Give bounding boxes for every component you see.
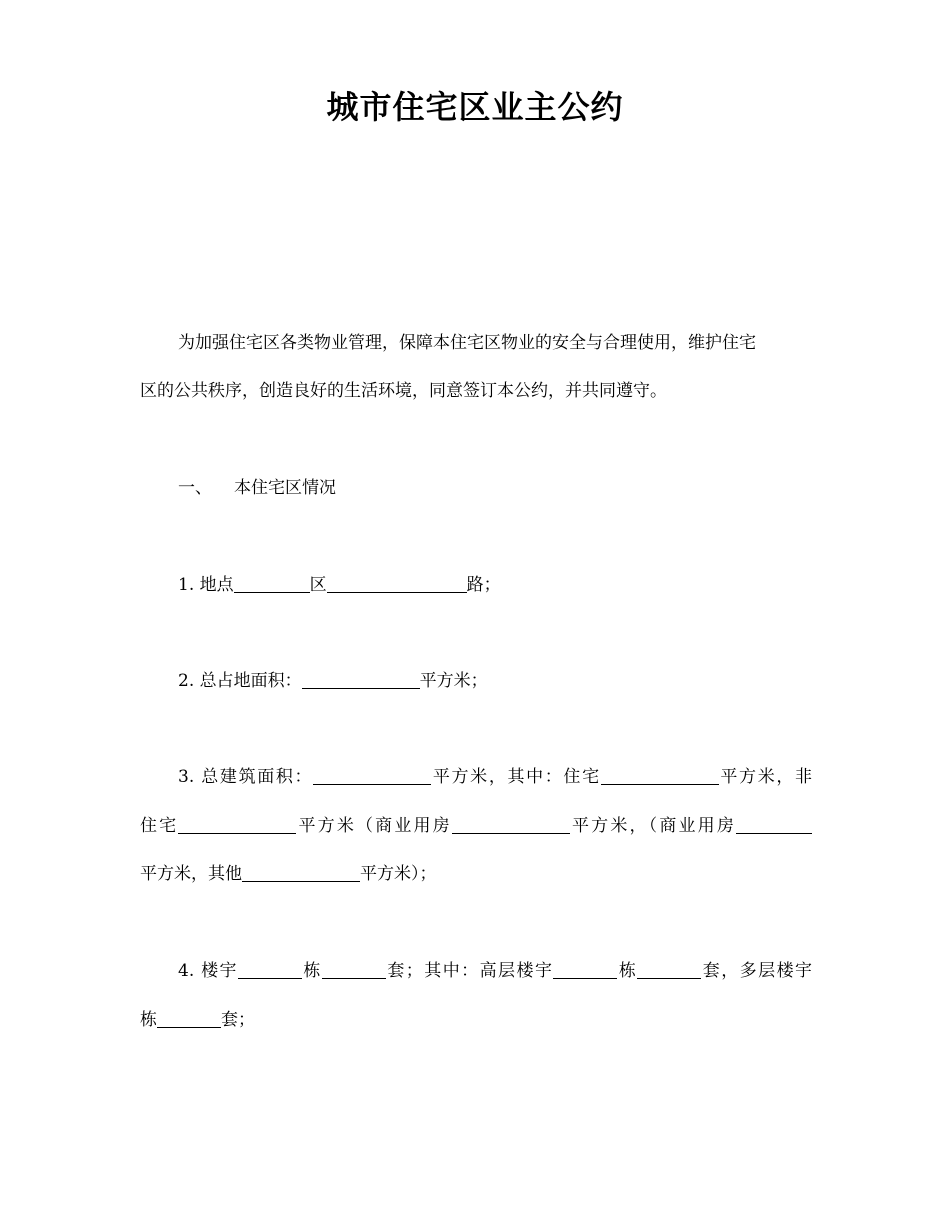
- item4-text-4: 套，多层楼宇: [701, 961, 813, 981]
- item3-l3-text: 平方米）；: [360, 864, 437, 884]
- item3-text-2: 平方米，非: [718, 767, 813, 787]
- item4-l2-start: 栋: [140, 1010, 157, 1030]
- section-heading: [178, 477, 812, 499]
- district-blank[interactable]: [234, 574, 310, 593]
- commercial-area-blank-1[interactable]: [452, 815, 570, 834]
- other-area-blank[interactable]: [242, 863, 360, 882]
- building-area-blank[interactable]: [313, 766, 431, 785]
- item1-prefix: 1. 地点: [178, 575, 234, 595]
- item2-unit: 平方米；: [419, 671, 488, 691]
- item1-text-road: 路；: [466, 575, 501, 595]
- intro-paragraph-line-1: [178, 332, 812, 354]
- land-area-blank[interactable]: [302, 670, 420, 689]
- item3-prefix: 3. 总建筑面积：: [178, 767, 314, 787]
- item3-text-1: 平方米，其中：住宅: [431, 767, 601, 787]
- item-buildings-line-2: [140, 1009, 812, 1031]
- intro-text-1: 为加强住宅区各类物业管理，保障本住宅区物业的安全与合理使用，维护住宅: [178, 333, 756, 353]
- item3-l2-text-2: 平方米，（商业用房: [569, 816, 737, 836]
- item1-text-district: 区: [309, 575, 327, 595]
- buildings-count-blank[interactable]: [238, 960, 302, 979]
- highrise-units-blank[interactable]: [637, 960, 701, 979]
- item4-l2-text: 套；: [221, 1010, 255, 1030]
- item-building-area-line-3: [140, 863, 812, 885]
- item-buildings-line-1: [178, 960, 812, 982]
- item3-l2-text-1: 平方米（商业用房: [296, 816, 452, 836]
- section-number: 一、: [178, 478, 212, 498]
- item4-prefix: 4. 楼宇: [178, 961, 238, 981]
- item-location: [178, 574, 812, 596]
- item4-text-1: 栋: [301, 961, 322, 981]
- intro-paragraph-line-2: [140, 380, 812, 402]
- item-building-area-line-2: [140, 815, 812, 837]
- road-blank[interactable]: [327, 574, 467, 593]
- item3-l2-start: 住宅: [140, 816, 179, 836]
- multistory-units-blank[interactable]: [157, 1009, 221, 1028]
- item3-l3-start: 平方米，其他: [140, 864, 242, 884]
- commercial-area-blank-2[interactable]: [736, 815, 812, 834]
- document-title: 城市住宅区业主公约: [326, 88, 624, 126]
- item-total-land-area: [178, 670, 812, 692]
- item-building-area-line-1: [178, 766, 812, 788]
- residential-area-blank[interactable]: [601, 766, 719, 785]
- non-residential-area-blank[interactable]: [178, 815, 296, 834]
- units-count-blank[interactable]: [322, 960, 386, 979]
- highrise-buildings-blank[interactable]: [553, 960, 617, 979]
- item4-text-2: 套；其中：高层楼宇: [385, 961, 554, 981]
- section-title: 本住宅区情况: [234, 478, 336, 498]
- item2-prefix: 2. 总占地面积：: [178, 671, 302, 691]
- item4-text-3: 栋: [617, 961, 638, 981]
- intro-text-2: 区的公共秩序，创造良好的生活环境，同意签订本公约，并共同遵守。: [140, 381, 667, 401]
